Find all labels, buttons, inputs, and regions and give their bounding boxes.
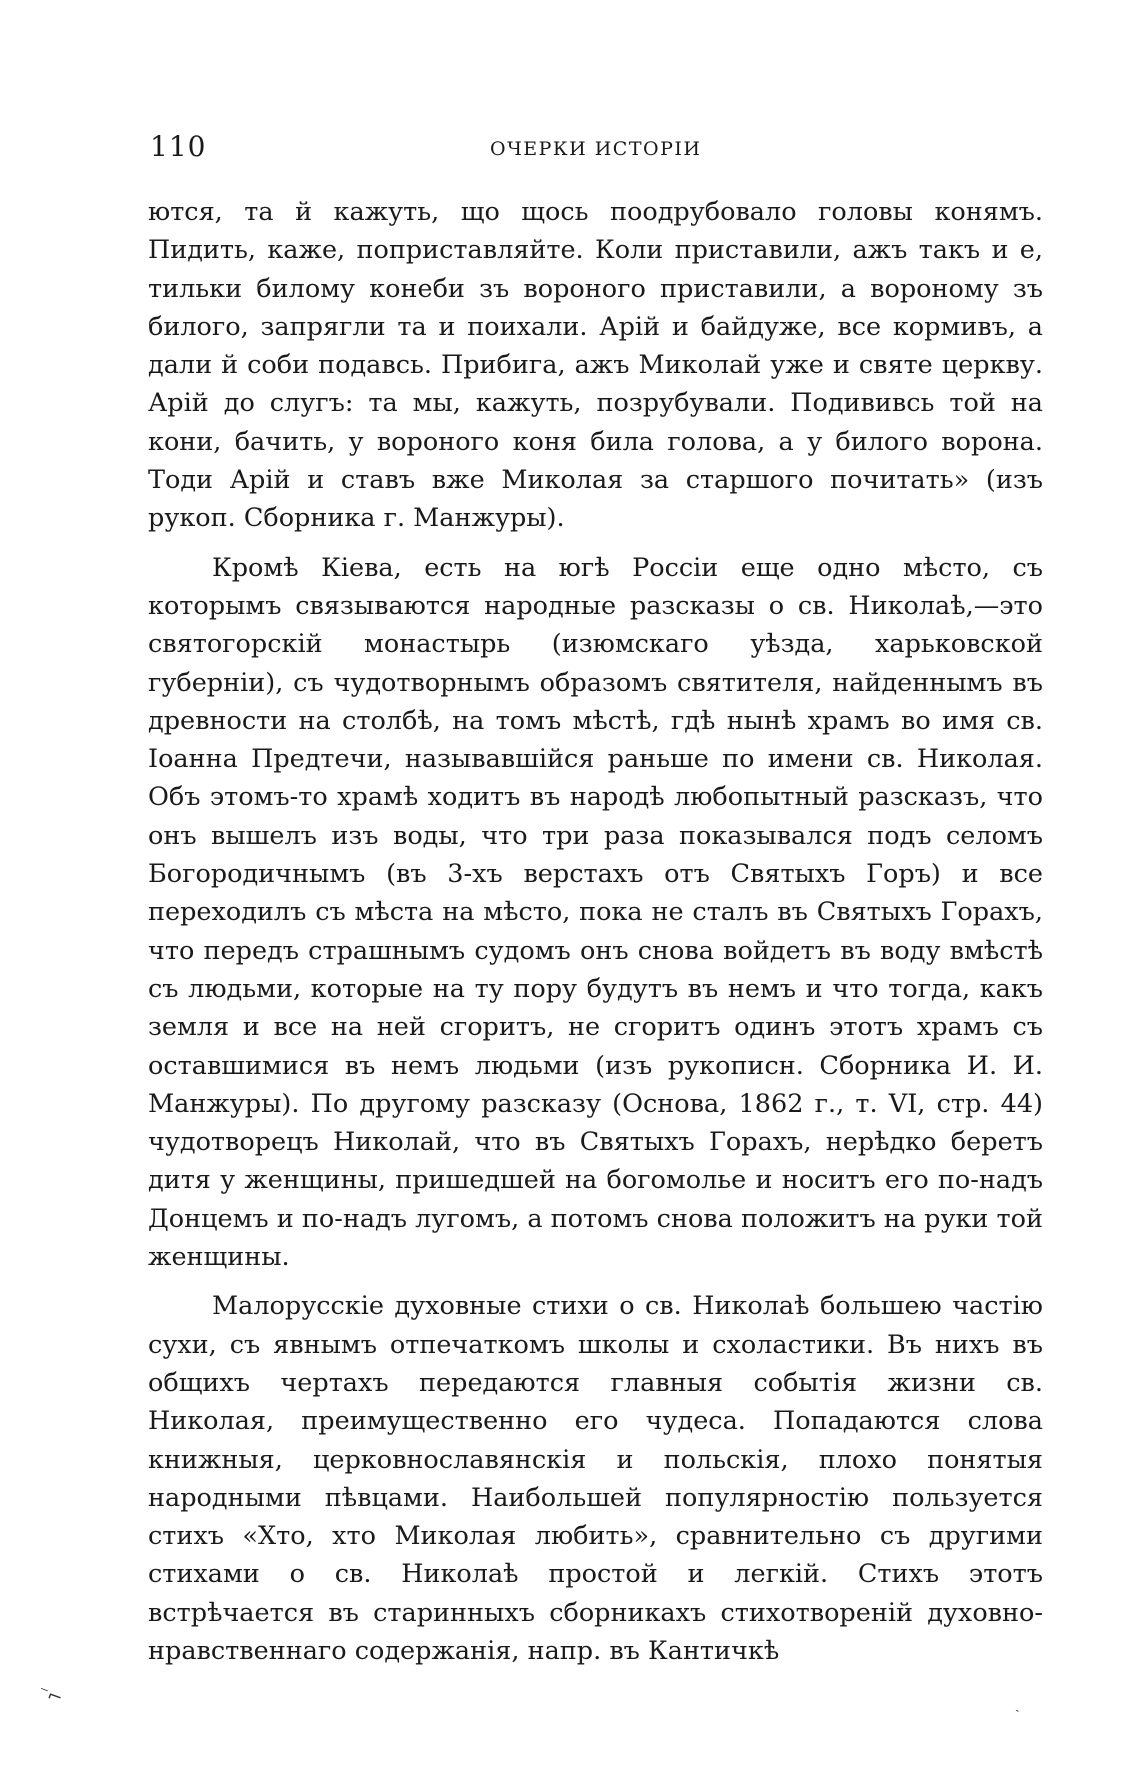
paragraph-3: Малорусскіе духовные стихи о св. Николаѣ большею частію сухи, съ явнымъ отпечаткомъ школы и схоластики. Въ нихъ въ общихъ чертахъ передаются главныя событія жизни св. Николая, преимущественно его чудеса. Попадаются слова книжныя, церковнославянскія и польскія, плохо понятыя народными пѣвцами. Наибольшей популярностію пользуется стихъ «Хто, хто Миколая любить», сравнительно съ другими стихами о св. Николаѣ простой и легкій. Стихъ этотъ встрѣчается въ старинныхъ сборникахъ стихотвореній духовно-нравственнаго содержанія, напр. въ Кантичкѣ xyxy=(148,1291,1043,1666)
running-head: ОЧЕРКИ ИСТОРІИ xyxy=(490,138,702,160)
page-number: 110 xyxy=(150,130,207,163)
scan-mark-right: ˎ xyxy=(1015,1697,1020,1713)
scan-mark-left: ⁻⌐ xyxy=(35,1681,66,1710)
paragraph-2: Кромѣ Кіева, есть на югѣ Россіи еще одно мѣсто, съ которымъ связываются народные разсказы о св. Николаѣ,—это святогорскій монастырь (изюмскаго уѣзда, харьковской губерніи), съ чудотворнымъ образомъ святителя, найденнымъ въ древности на столбѣ, на томъ мѣстѣ, гдѣ нынѣ храмъ во имя св. Іоанна Предтечи, называвшійся раньше по имени св. Николая. Объ этомъ-то храмѣ ходитъ въ народѣ любопытный разсказъ, что онъ вышелъ изъ воды, что три раза показывался подъ селомъ Богородичнымъ (въ 3-хъ верстахъ отъ Святыхъ Горъ) и все переходилъ съ мѣста на мѣсто, пока не сталъ въ Святыхъ Горахъ, что передъ страшнымъ судомъ онъ снова войдетъ въ воду вмѣстѣ съ людьми, которые на ту пору будутъ въ немъ и что тогда, какъ земля и все на ней сгоритъ, не сгоритъ одинъ этотъ храмъ съ оставшимися въ немъ людьми (изъ рукописн. Сборника И. И. Манжуры). По другому разсказу (Основа, 1862 г., т. VI, стр. 44) чудотворецъ Николай, что въ Святыхъ Горахъ, нерѣдко беретъ дитя у женщины, пришедшей на богомолье и носитъ его по-надъ Донцемъ и по-надъ лугомъ, а потомъ снова положитъ на руки той женщины. xyxy=(148,552,1043,1273)
page-header xyxy=(150,130,1050,170)
body-text xyxy=(148,193,1043,1670)
paragraph-1: ются, та й кажуть, що щось поодрубовало головы конямъ. Пидить, каже, поприставляйте. Коли приставили, ажъ такъ и е, тильки билому конеби зъ вороного приставили, а вороному зъ билого, запрягли та и поихали. Арій и байдуже, все кормивъ, а дали й соби подавсь. Прибига, ажъ Миколай уже и святе церкву. Арій до слугъ: та мы, кажуть, позрубували. Подививсь той на кони, бачить, у вороного коня била голова, а у билого ворона. Тоди Арій и ставъ вже Миколая за старшого почитать» (изъ рукоп. Сборника г. Манжуры). xyxy=(148,197,1043,534)
